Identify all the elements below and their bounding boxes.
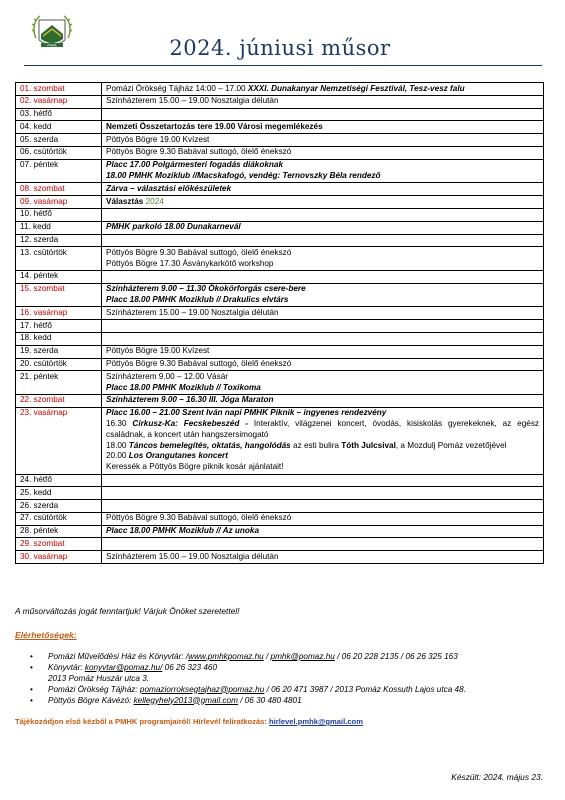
bullet-icon: • <box>30 684 33 694</box>
bullet-icon: • <box>30 652 33 661</box>
program-day: 01. szombat <box>16 83 102 96</box>
contact-item <box>30 685 550 696</box>
program-event-line <box>106 84 539 95</box>
event-text: Választás <box>106 196 146 206</box>
program-day: 02. vasárnap <box>16 95 102 108</box>
program-day: 13. csütörtök <box>16 247 102 271</box>
event-text: Placc 17.00 Polgármesteri fogadás diákoknak <box>106 160 284 170</box>
program-row <box>16 332 544 345</box>
program-row <box>16 159 544 183</box>
program-table <box>15 82 544 564</box>
program-row <box>16 270 544 283</box>
event-text: Placc 16.00 – 21.00 Szent Iván napi PMHK Piknik – ingyenes rendezvény <box>106 408 387 418</box>
program-day: 18. kedd <box>16 332 102 345</box>
contact-item <box>30 652 550 663</box>
contact-text: / 06 20 471 3987 / 2013 Pomáz Kossuth Lajos utca 48. <box>264 684 466 694</box>
title-divider <box>24 65 542 66</box>
program-event-line <box>106 122 539 133</box>
event-text: Placc 18.00 PMHK Moziklub // Drakulics elvtárs <box>106 295 289 305</box>
program-row <box>16 320 544 333</box>
program-events <box>102 358 544 371</box>
contact-link[interactable]: pmhk@pomaz.hu <box>270 652 335 661</box>
program-day: 24. hétfő <box>16 474 102 487</box>
program-row <box>16 474 544 487</box>
event-text: Pöttyös Bögre 9.30 Babával suttogó, ölelő énekszó <box>106 359 292 369</box>
program-events <box>102 500 544 513</box>
program-row <box>16 525 544 538</box>
program-event-line <box>106 441 539 452</box>
program-row <box>16 234 544 247</box>
program-row <box>16 95 544 108</box>
contact-text: / 06 20 228 2135 / 06 26 325 163 <box>334 652 458 661</box>
program-event-line <box>106 184 539 195</box>
program-events <box>102 407 544 474</box>
program-row <box>16 134 544 147</box>
program-events <box>102 270 544 283</box>
event-text: Színházterem 15.00 – 19.00 Nosztalgia délután <box>106 307 279 317</box>
program-row <box>16 487 544 500</box>
event-text: Pöttyös Bögre 9.30 Babával suttogó, ölelő énekszó <box>106 147 292 157</box>
contacts-list <box>30 652 550 707</box>
program-events <box>102 183 544 196</box>
program-events <box>102 283 544 307</box>
event-text: 2024 <box>145 196 164 206</box>
program-events <box>102 95 544 108</box>
program-events <box>102 332 544 345</box>
program-row <box>16 247 544 271</box>
program-row <box>16 500 544 513</box>
logo-text: PMHK <box>47 43 57 48</box>
program-event-line <box>106 359 539 370</box>
program-day: 23. vasárnap <box>16 407 102 474</box>
footer-note: A műsorváltozás jogát fenntartjuk! Várjuk Önöket szeretettel! <box>15 606 240 616</box>
program-event-line <box>106 419 539 441</box>
program-events <box>102 320 544 333</box>
program-event-line <box>106 552 539 563</box>
created-date: Készült: 2024. május 23. <box>451 772 543 782</box>
program-day: 26. szerda <box>16 500 102 513</box>
event-text: Pomázi Örökség Tájház 14:00 – 17.00 <box>106 83 248 93</box>
program-day: 07. péntek <box>16 159 102 183</box>
program-events <box>102 196 544 209</box>
event-text: Keressék a Pöttyös Bögre piknik kosár ajánlatait! <box>106 462 284 472</box>
program-row <box>16 512 544 525</box>
event-text: Táncos bemelegítés, oktatás, hangolódás <box>128 440 291 450</box>
contacts-heading: Elérhetőségek: <box>15 630 77 640</box>
program-events <box>102 551 544 564</box>
program-day: 05. szerda <box>16 134 102 147</box>
program-events <box>102 247 544 271</box>
program-row <box>16 208 544 221</box>
page-title: 2024. júniusi műsor <box>169 36 391 60</box>
contact-item <box>30 663 550 684</box>
newsletter-email-link[interactable]: hirlevel.pmhk@gmail.com <box>269 717 363 726</box>
program-day: 04. kedd <box>16 121 102 134</box>
program-event-line <box>106 346 539 357</box>
contact-text: Pöttyös Bögre Kávézó: <box>48 695 134 705</box>
program-day: 17. hétfő <box>16 320 102 333</box>
program-day: 09. vasárnap <box>16 196 102 209</box>
program-day: 16. vasárnap <box>16 307 102 320</box>
bullet-icon: • <box>30 695 33 705</box>
program-row <box>16 283 544 307</box>
event-text: Pöttyös Bögre 9.30 Babával suttogó, ölelő énekszó <box>106 513 292 523</box>
program-event-line <box>106 372 539 383</box>
program-day: 27. csütörtök <box>16 512 102 525</box>
program-day: 21. péntek <box>16 371 102 395</box>
event-text: , a Mozdulj Pomáz vezetőjével <box>395 440 507 450</box>
program-events <box>102 234 544 247</box>
program-event-line <box>106 451 539 462</box>
program-events <box>102 307 544 320</box>
contact-link[interactable]: pomaziorroksegtajhaz@pomaz.hu <box>139 684 265 694</box>
bullet-icon: • <box>30 663 33 672</box>
event-text: Nemzeti Összetartozás tere 19.00 Városi megemlékezés <box>106 121 323 131</box>
program-events <box>102 159 544 183</box>
program-events <box>102 512 544 525</box>
program-event-line <box>106 171 539 182</box>
program-day: 14. péntek <box>16 270 102 283</box>
program-event-line <box>106 308 539 319</box>
program-day: 25. kedd <box>16 487 102 500</box>
program-day: 22. szombat <box>16 394 102 407</box>
program-event-line <box>106 408 539 419</box>
event-text: Cirkusz-Ka: Fecskebeszéd - <box>132 419 248 429</box>
contact-address: 2013 Pomáz Huszár utca 3. <box>48 673 150 683</box>
program-events <box>102 108 544 121</box>
program-row <box>16 358 544 371</box>
program-day: 29. szombat <box>16 538 102 551</box>
program-day: 30. vasárnap <box>16 551 102 564</box>
event-text: Pöttyös Bögre 19.00 Kvízest <box>106 134 210 144</box>
newsletter-promo <box>15 717 363 726</box>
program-event-line <box>106 259 539 270</box>
program-row <box>16 407 544 474</box>
event-text: 18.00 <box>106 440 129 450</box>
program-day: 20. csütörtök <box>16 358 102 371</box>
program-events <box>102 134 544 147</box>
event-text: Placc 18.00 PMHK Moziklub // Toxikoma <box>106 382 261 392</box>
event-text: PMHK parkoló 18.00 Dunakarnevál <box>106 222 241 232</box>
event-text: Placc 18.00 PMHK Moziklub // Az unoka <box>106 526 260 536</box>
program-events <box>102 345 544 358</box>
contact-text: / 06 30 480 4801 <box>237 695 302 705</box>
program-day: 10. hétfő <box>16 208 102 221</box>
program-day: 28. péntek <box>16 525 102 538</box>
program-event-line <box>106 135 539 146</box>
contact-text: / <box>263 652 271 661</box>
program-events <box>102 146 544 159</box>
program-row <box>16 307 544 320</box>
program-row <box>16 83 544 96</box>
program-row <box>16 345 544 358</box>
program-event-line <box>106 96 539 107</box>
program-day: 06. csütörtök <box>16 146 102 159</box>
program-row <box>16 371 544 395</box>
event-text: Színházterem 9.00 – 11.30 Ökokörforgás csere-bere <box>106 284 306 294</box>
program-day: 08. szombat <box>16 183 102 196</box>
contact-text: Könyvtár: <box>48 663 85 672</box>
program-events <box>102 538 544 551</box>
program-row <box>16 146 544 159</box>
program-day: 03. hétfő <box>16 108 102 121</box>
program-day: 15. szombat <box>16 283 102 307</box>
program-row <box>16 221 544 234</box>
event-text: Színházterem 15.00 – 19.00 Nosztalgia délután <box>106 551 279 561</box>
program-events <box>102 394 544 407</box>
program-event-line <box>106 295 539 306</box>
program-events <box>102 474 544 487</box>
program-day: 12. szerda <box>16 234 102 247</box>
event-text: Tóth Julcsival <box>341 440 396 450</box>
event-text: Pöttyös Bögre 9.30 Babával suttogó, ölelő énekszó <box>106 247 292 257</box>
program-row <box>16 108 544 121</box>
program-event-line <box>106 395 539 406</box>
program-event-line <box>106 147 539 158</box>
event-text: 20.00 <box>106 451 129 461</box>
event-text: az esti bulira <box>290 440 342 450</box>
program-events <box>102 121 544 134</box>
program-day: 11. kedd <box>16 221 102 234</box>
program-event-line <box>106 160 539 171</box>
event-text: Színházterem 9.00 – 12.00 Vásár <box>106 371 228 381</box>
program-row <box>16 538 544 551</box>
program-event-line <box>106 513 539 524</box>
program-event-line <box>106 222 539 233</box>
program-event-line <box>106 197 539 208</box>
program-row <box>16 551 544 564</box>
pmhk-logo <box>30 10 74 60</box>
contact-text: Pomázi Művelődési Ház és Könyvtár: / <box>48 652 189 661</box>
event-text: Színházterem 15.00 – 19.00 Nosztalgia délután <box>106 96 279 106</box>
program-event-line <box>106 526 539 537</box>
event-text: Pöttyös Bögre 17.30 Ásványkarkötő workshop <box>106 258 274 268</box>
program-events <box>102 371 544 395</box>
program-event-line <box>106 248 539 259</box>
contact-text: Pomázi Örökség Tájház: <box>48 684 140 694</box>
program-event-line <box>106 284 539 295</box>
contact-text: 06 26 323 460 <box>162 663 218 672</box>
program-row <box>16 394 544 407</box>
program-event-line <box>106 383 539 394</box>
event-text: Zárva – választási előkészületek <box>106 183 232 193</box>
event-text: Interaktív, világzenei koncert, óvodás, kisiskolás gyerekeknek, az egész családnak, a koncert után hangszersimogató <box>106 419 540 439</box>
contact-item <box>30 696 550 707</box>
program-row <box>16 183 544 196</box>
contact-link[interactable]: konyvtar@pomaz.hu/ <box>84 663 163 672</box>
event-text: XXXI. Dunakanyar Nemzetiségi Fesztivál, Tesz-vesz falu <box>247 83 465 93</box>
program-event-line <box>106 462 539 473</box>
contact-link[interactable]: www.pmhkpomaz.hu <box>188 652 264 661</box>
program-day: 19. szerda <box>16 345 102 358</box>
program-events <box>102 208 544 221</box>
program-events <box>102 221 544 234</box>
program-events <box>102 525 544 538</box>
event-text: Színházterem 9.00 – 16.30 III. Jóga Maraton <box>106 395 274 405</box>
event-text: 18.00 PMHK Moziklub //Macskafogó, vendég: Ternovszky Béla rendező <box>106 171 381 181</box>
program-row <box>16 121 544 134</box>
event-text: Pöttyös Bögre 19.00 Kvízest <box>106 346 210 356</box>
program-events <box>102 487 544 500</box>
event-text: 16.30 <box>106 419 133 429</box>
event-text: Los Orangutanes koncert <box>128 451 228 461</box>
program-row <box>16 196 544 209</box>
newsletter-text: Tájékozódjon első kézből a PMHK programjairól! Hírlevél feliratkozás: <box>15 717 270 726</box>
program-events <box>102 83 544 96</box>
contact-link[interactable]: kellegyhely2013@gmail.com <box>133 695 238 705</box>
